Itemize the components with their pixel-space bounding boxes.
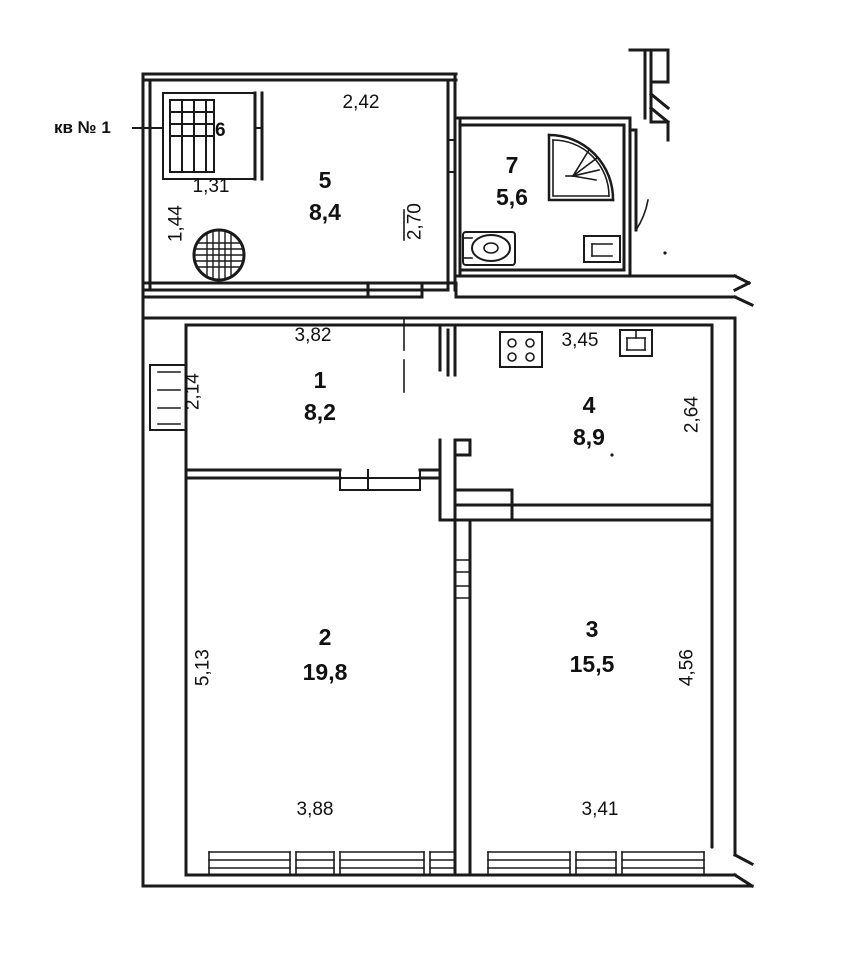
dimension-3-45: 3,45 (561, 330, 599, 351)
room-2-number: 2 (318, 624, 332, 650)
dimension-3-88: 3,88 (296, 799, 334, 820)
room-4-number: 4 (582, 392, 596, 418)
dimension-5-13: 5,13 (192, 649, 214, 687)
dimension-4-56: 4,56 (676, 649, 698, 687)
dimension-1-31: 1,31 (192, 176, 230, 197)
room-4-area: 8,9 (573, 424, 605, 450)
dimension-1-44: 1,44 (165, 205, 187, 243)
dimension-3-41: 3,41 (581, 799, 619, 820)
room-3-area: 15,5 (569, 651, 615, 677)
room-5-number: 5 (318, 167, 332, 193)
dimension-2-70: 2,70 (404, 203, 426, 241)
dimension-2-42: 2,42 (342, 92, 380, 113)
room-5-area: 8,4 (309, 199, 341, 225)
room-1-number: 1 (313, 367, 327, 393)
room-3-number: 3 (585, 616, 599, 642)
room-7-area: 5,6 (496, 184, 528, 210)
room-2-area: 19,8 (302, 659, 348, 685)
apartment-label: кв № 1 (54, 118, 111, 137)
dimension-3-82: 3,82 (294, 325, 332, 346)
dimension-2-14: 2,14 (182, 373, 204, 411)
dimension-2-64: 2,64 (681, 396, 703, 434)
room-1-area: 8,2 (304, 399, 336, 425)
room-7-number: 7 (505, 152, 519, 178)
room-6-number: 6 (215, 120, 226, 141)
